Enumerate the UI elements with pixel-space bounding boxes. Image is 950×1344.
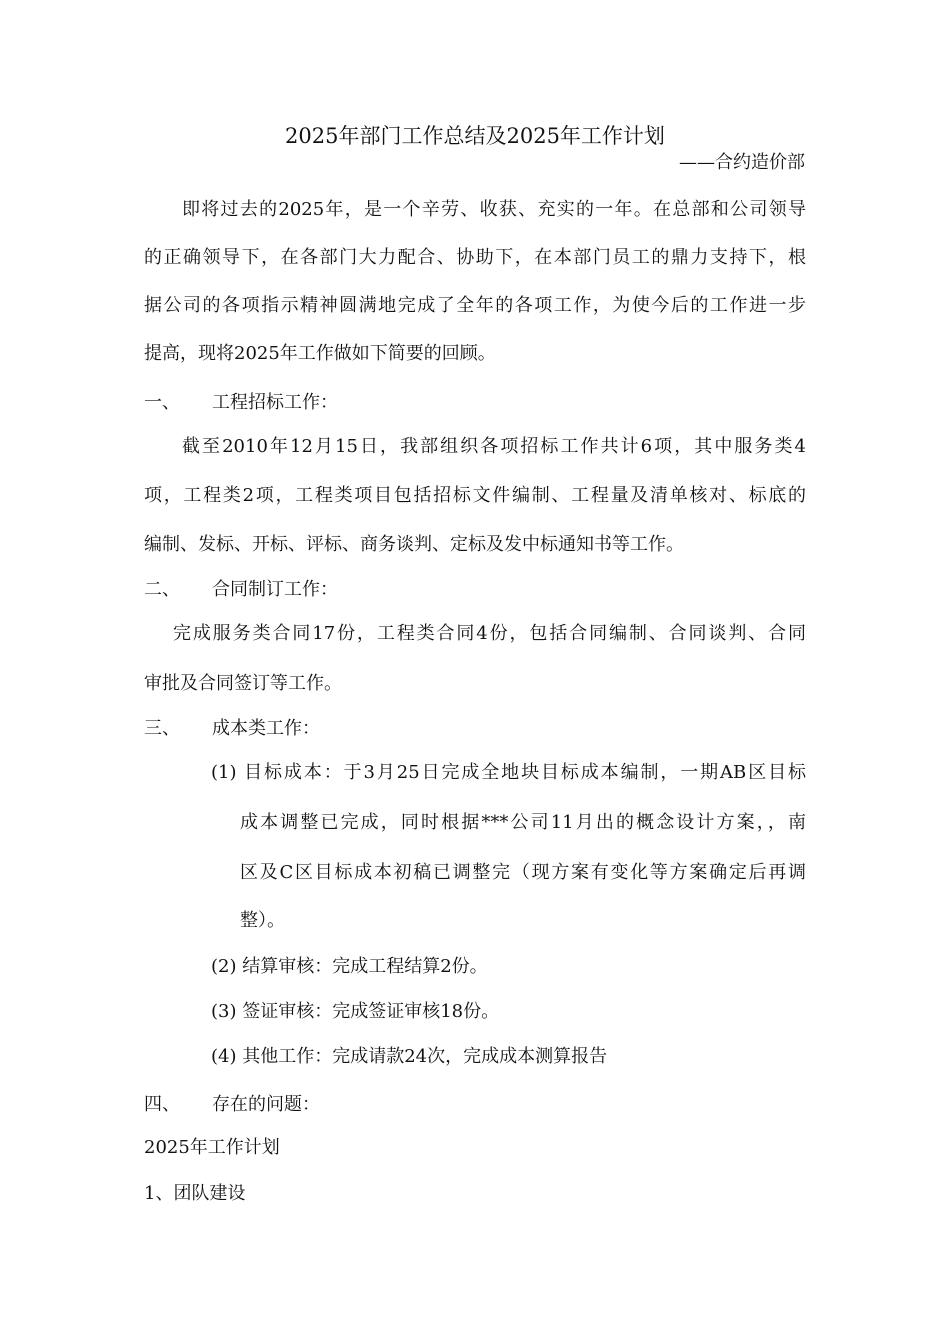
section2-line-1: 完成服务类合同17份，工程类合同4份，包括合同编制、合同谈判、合同 [173, 623, 806, 644]
section-heading-3 [144, 717, 806, 741]
section-number: 四、 [144, 1094, 180, 1115]
intro-line-1: 即将过去的2025年，是一个辛劳、收获、充实的一年。在总部和公司领导 [182, 199, 806, 220]
cost-item-3: (3) 签证审核：完成签证审核18份。 [211, 1001, 500, 1022]
intro-line-3: 据公司的各项指示精神圆满地完成了全年的各项工作，为使今后的工作进一步 [144, 295, 806, 316]
section-number: 二、 [144, 579, 180, 600]
section-heading-text: 工程招标工作： [212, 392, 338, 413]
section-heading-4 [144, 1093, 806, 1117]
section-heading-2 [144, 578, 806, 602]
section-heading-text: 存在的问题： [212, 1094, 320, 1115]
cost-item-2: (2) 结算审核：完成工程结算2份。 [211, 956, 488, 977]
cost-item-1-line-3: 区及C区目标成本初稿已调整完（现方案有变化等方案确定后再调 [240, 862, 806, 883]
section-number: 一、 [144, 392, 180, 413]
cost-item-1-line-4: 整）。 [240, 910, 285, 931]
cost-item-4: (4) 其他工作：完成请款24次，完成成本测算报告 [211, 1046, 608, 1067]
intro-line-4: 提高，现将2025年工作做如下简要的回顾。 [144, 343, 496, 364]
plan-title: 2025年工作计划 [144, 1137, 280, 1158]
cost-item-1-line-2: 成本调整已完成，同时根据***公司11月出的概念设计方案，，南 [240, 812, 806, 833]
section1-line-3: 编制、发标、开标、评标、商务谈判、定标及发中标通知书等工作。 [144, 534, 684, 555]
section1-line-1: 截至2010年12月15日，我部组织各项招标工作共计6项，其中服务类4 [182, 436, 806, 457]
cost-item-1-line-1: (1) 目标成本：于3月25日完成全地块目标成本编制，一期AB区目标 [211, 762, 806, 783]
intro-line-2: 的正确领导下，在各部门大力配合、协助下，在本部门员工的鼎力支持下，根 [144, 247, 806, 268]
document-title: 2025年部门工作总结及2025年工作计划 [285, 124, 665, 148]
plan-item-1: 1、团队建设 [144, 1183, 246, 1204]
section-heading-text: 合同制订工作： [212, 579, 338, 600]
section1-line-2: 项，工程类2项，工程类项目包括招标文件编制、工程量及清单核对、标底的 [144, 485, 806, 506]
section-number: 三、 [144, 718, 180, 739]
section2-line-2: 审批及合同签订等工作。 [144, 673, 342, 694]
section-heading-1 [144, 391, 806, 415]
section-heading-text: 成本类工作： [212, 718, 320, 739]
document-subtitle: ——合约造价部 [679, 152, 805, 173]
